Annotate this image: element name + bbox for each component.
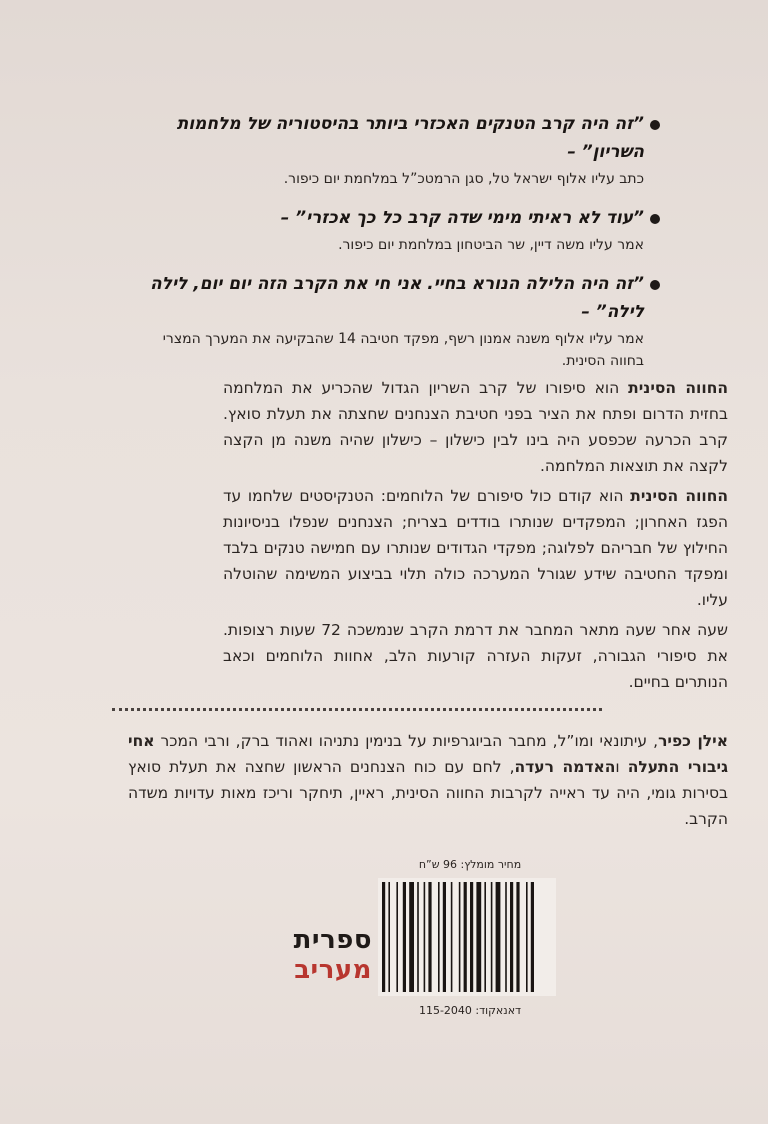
dotted-divider (112, 708, 602, 711)
bullet-icon (650, 280, 660, 290)
author-name: אילן כפיר (658, 732, 729, 750)
bullet-icon (650, 214, 660, 224)
book-description (223, 375, 728, 699)
barcode-bar (388, 882, 390, 992)
barcode-bar (409, 882, 414, 992)
barcode-bar (424, 882, 426, 992)
barcode-bar (459, 882, 461, 992)
barcode-bar (484, 882, 486, 992)
quote-text: ”זה היה קרב הטנקים האכזרי ביותר בהיסטוריה של מלחמות השריון” – (176, 114, 644, 162)
description-paragraph: שעה אחר שעה מתאר המחבר את דרמת הקרב שנמשכה 72 שעות רצופות. את סיפורי הגבורה, זעקות העזרה קורעות הלב, אחוות הלוחמים וכאב הנותרים בחיים. (223, 621, 728, 691)
barcode-bar (428, 882, 431, 992)
barcode-bar (417, 882, 419, 992)
barcode-bar (516, 882, 519, 992)
book-title-2: האדמה רעדה (514, 758, 616, 776)
endorsement-quotes (140, 110, 660, 386)
barcode-bar (476, 882, 481, 992)
publisher-logo (212, 925, 372, 985)
barcode-number: דאנאקוד: 115-2040 (418, 1004, 522, 1017)
barcode-bar (382, 882, 385, 992)
barcode-bar (443, 882, 446, 992)
bullet-icon (650, 120, 660, 130)
publisher-brand: מעריב (294, 955, 372, 985)
quote-attribution: אמר עליו אלוף משנה אמנון רשף, מפקד חטיבה 14 שהבקיעה את המערך המצרי בחווה הסינית. (162, 331, 644, 369)
barcode-bar (505, 882, 507, 992)
barcode-bar (464, 882, 467, 992)
barcode-bar (451, 882, 453, 992)
barcode-icon (378, 878, 556, 996)
quote-text: ”זה היה הלילה הנורא בחיי. אני חי את הקרב הזה יום יום, לילה לילה” – (150, 274, 644, 322)
description-paragraph: החווה הסינית הוא סיפורו של קרב השריון הגדול שהכריע את המלחמה בחזית הדרום ופתח את הציר בפני חטיבת הצנחנים שחצתה את תעלת סואץ. קרב הכרעה שכפסע היה בינו לבין כישלון – כישלון שהיה משנה מן הקצה לקצה את תוצאות המלחמה. (223, 379, 728, 475)
barcode-bar (496, 882, 501, 992)
barcode-bar (510, 882, 513, 992)
barcode-bar (470, 882, 473, 992)
quote-attribution: כתב עליו אלוף ישראל טל, סגן הרמטכ”ל במלחמת יום כיפור. (283, 171, 644, 187)
quote-item (140, 110, 660, 190)
barcode-bar (438, 882, 440, 992)
description-paragraph: החווה הסינית הוא קודם כול סיפורם של הלוחמים: הטנקיסטים שלחמו עד הפגז האחרון; המפקדים שנותרו בודדים בצריח; הצנחנים שנפלו בניסיונות החילוץ של חבריהם לפלוגה; מפקדי הגדודים שנותרו עם חמישה טנקים בלבד ומפקד החטיבה שידע שגורל המערכה כולה תלוי בביצוע המשימה שהוטלה עליו. (223, 487, 729, 609)
book-title-mention: החווה הסינית (630, 487, 729, 505)
quote-item (140, 204, 660, 256)
barcode-bar (531, 882, 534, 992)
barcode-bar (491, 882, 493, 992)
publisher-prefix: ספרית (293, 925, 372, 955)
book-title-mention: החווה הסינית (628, 379, 728, 397)
price-label: מחיר מומלץ: 96 ש”ח (418, 858, 522, 871)
barcode-bar (526, 882, 528, 992)
quote-attribution: אמר עליו משה דיין, שר הביטחון במלחמת יום כיפור. (338, 237, 644, 253)
barcode-bar (403, 882, 406, 992)
barcode-bar (396, 882, 398, 992)
quote-item (140, 270, 660, 372)
author-bio: אילן כפיר, עיתונאי ומו”ל, מחבר הביוגרפיות על בנימין נתניהו ואהוד ברק, ורבי המכר אחי גיבורי התעלה והאדמה רעדה, לחם עם כוח הצנחנים הראשון שחצה את תעלת סואץ בסירות גומי, היה עד ראייה לקרבות החווה הסינית, ראיין, תיחקר וריכז מאות עדויות משדה הקרב. (128, 732, 729, 828)
book-title-1: אחי גיבורי התעלה (128, 732, 728, 776)
quote-text: ”עוד לא ראיתי מימי שדה קרב כל כך אכזרי” – (280, 208, 644, 228)
